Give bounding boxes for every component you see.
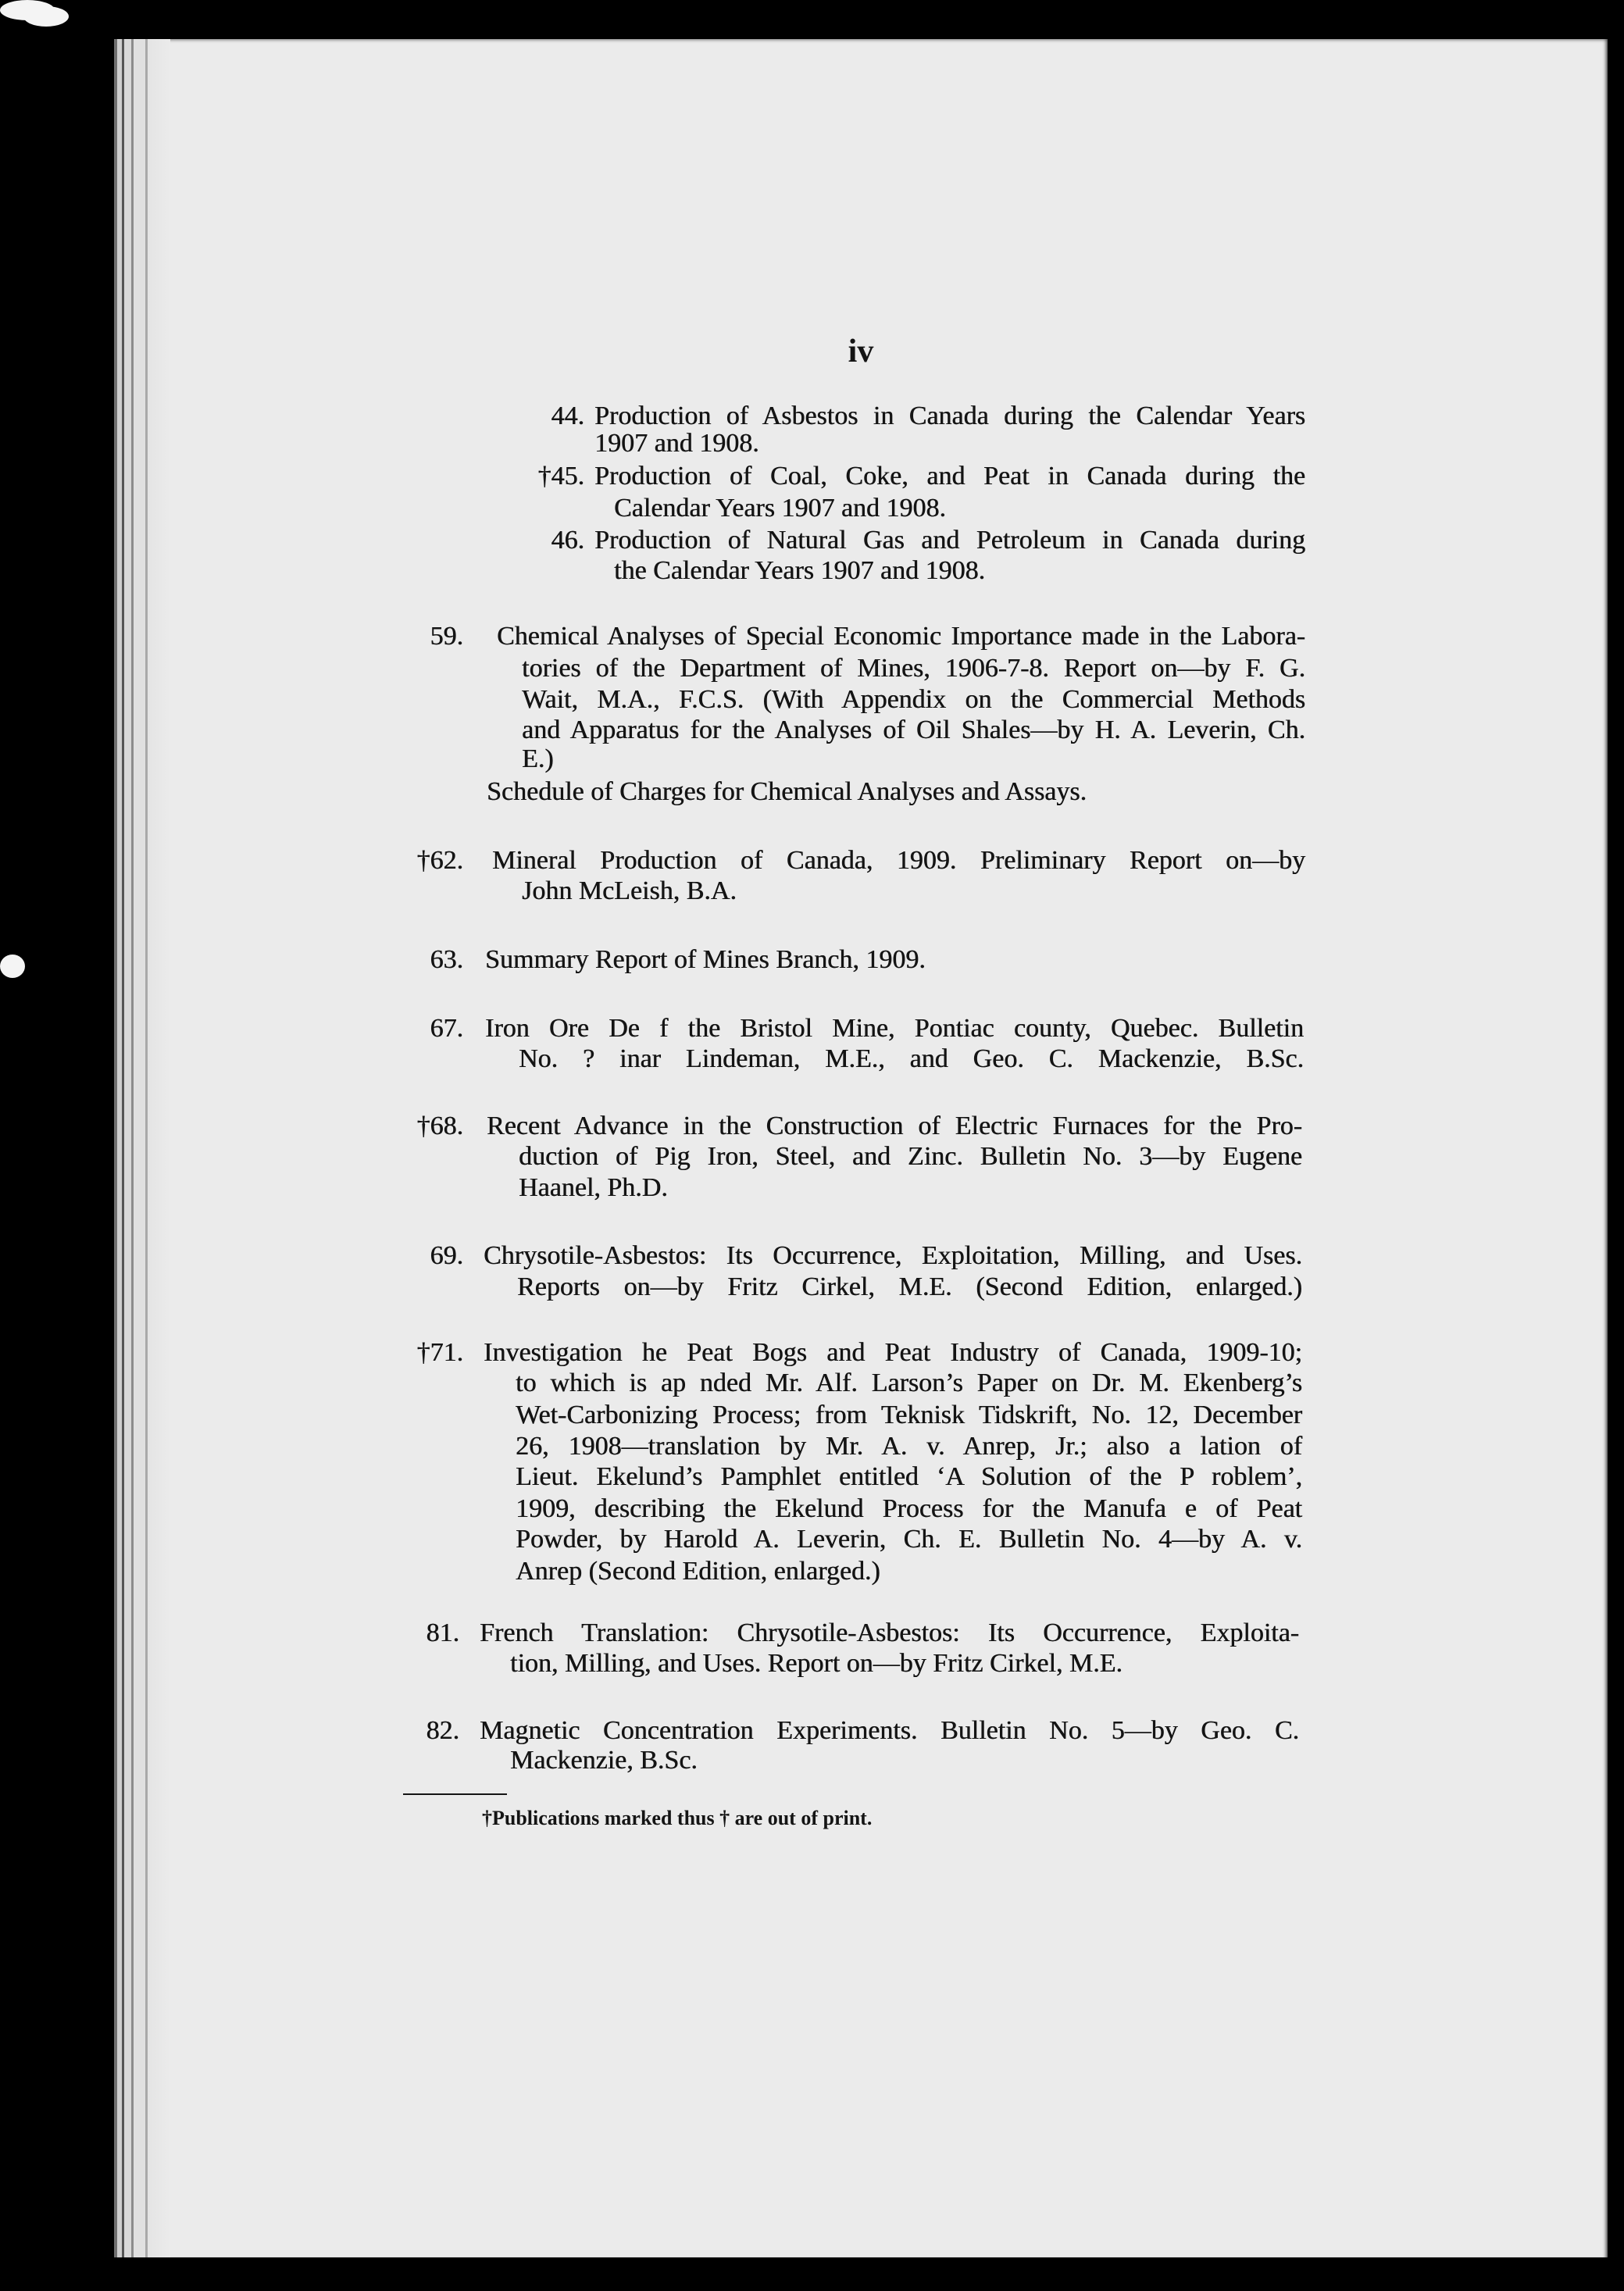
entry-note: Schedule of Charges for Chemical Analyses and Assays. bbox=[487, 777, 1087, 806]
entry-line: Production of Natural Gas and Petroleum in Canada during bbox=[594, 526, 1305, 555]
entry-line: Chemical Analyses of Special Economic Importance made in the Labora- bbox=[497, 622, 1305, 651]
entry-line: Mineral Production of Canada, 1909. Preliminary Report on—by bbox=[492, 846, 1305, 875]
entry-line: Investigation he Peat Bogs and Peat Industry of Canada, 1909-10; bbox=[484, 1338, 1302, 1367]
entry-line: duction of Pig Iron, Steel, and Zinc. Bulletin No. 3—by Eugene bbox=[519, 1142, 1302, 1171]
entry-line: E.) bbox=[522, 744, 554, 773]
entry-line: Wet-Carbonizing Process; from Teknisk Tidskrift, No. 12, December bbox=[516, 1401, 1302, 1429]
entry-line: Lieut. Ekelund’s Pamphlet entitled ‘A Solution of the P roblem’, bbox=[516, 1462, 1302, 1491]
entry-line: Production of Coal, Coke, and Peat in Canada during the bbox=[594, 462, 1305, 491]
entry-number: †62. bbox=[416, 846, 463, 875]
page-number: iv bbox=[848, 334, 874, 369]
entry-number: 67. bbox=[430, 1014, 463, 1043]
entry-line: 26, 1908—translation by Mr. A. v. Anrep, Jr.; also a lation of bbox=[516, 1432, 1302, 1461]
entry-number: 63. bbox=[430, 945, 463, 974]
entry-line: to which is ap nded Mr. Alf. Larson’s Paper on Dr. M. Ekenberg’s bbox=[516, 1369, 1302, 1397]
entry-number: †71. bbox=[416, 1338, 463, 1367]
entry-line: tories of the Department of Mines, 1906-7-8. Report on—by F. G. bbox=[522, 654, 1305, 683]
entry-number: 69. bbox=[430, 1241, 463, 1270]
entry-line: tion, Milling, and Uses. Report on—by Fritz Cirkel, M.E. bbox=[510, 1649, 1123, 1678]
footnote: †Publications marked thus † are out of print. bbox=[482, 1807, 873, 1829]
entry-line: Calendar Years 1907 and 1908. bbox=[614, 494, 946, 523]
entry-line: and Apparatus for the Analyses of Oil Shales—by H. A. Leverin, Ch. bbox=[522, 715, 1305, 744]
entry-line: French Translation: Chrysotile-Asbestos: Its Occurrence, Exploita- bbox=[480, 1618, 1299, 1647]
entry-line: Iron Ore De f the Bristol Mine, Pontiac county, Quebec. Bulletin bbox=[485, 1014, 1304, 1043]
entry-line: Wait, M.A., F.C.S. (With Appendix on the Commercial Methods bbox=[522, 685, 1305, 714]
entry-line: Powder, by Harold A. Leverin, Ch. E. Bulletin No. 4—by A. v. bbox=[516, 1525, 1302, 1554]
entry-line: Chrysotile-Asbestos: Its Occurrence, Exploitation, Milling, and Uses. bbox=[484, 1241, 1302, 1270]
entry-number: 82. bbox=[426, 1716, 459, 1745]
entry-line: the Calendar Years 1907 and 1908. bbox=[614, 556, 985, 585]
entry-line: 1909, describing the Ekelund Process for the Manufa e of Peat bbox=[516, 1494, 1302, 1523]
entry-line: John McLeish, B.A. bbox=[522, 876, 737, 905]
entry-number: †68. bbox=[416, 1112, 463, 1140]
entry-line: Mackenzie, B.Sc. bbox=[510, 1746, 698, 1775]
footnote-rule bbox=[403, 1793, 507, 1795]
entry-line: Reports on—by Fritz Cirkel, M.E. (Second Edition, enlarged.) bbox=[517, 1272, 1302, 1301]
entry-line: Production of Asbestos in Canada during the Calendar Years bbox=[594, 401, 1305, 430]
entry-number: 46. bbox=[551, 526, 584, 555]
entry-line: Recent Advance in the Construction of Electric Furnaces for the Pro- bbox=[487, 1112, 1302, 1140]
entry-line: Magnetic Concentration Experiments. Bulletin No. 5—by Geo. C. bbox=[480, 1716, 1299, 1745]
entry-line: Haanel, Ph.D. bbox=[519, 1173, 668, 1202]
entry-line: 1907 and 1908. bbox=[594, 429, 759, 458]
entry-line: Summary Report of Mines Branch, 1909. bbox=[485, 945, 926, 974]
entry-line: Anrep (Second Edition, enlarged.) bbox=[516, 1557, 880, 1586]
entry-number: †45. bbox=[537, 462, 584, 491]
entry-line: No. ? inar Lindeman, M.E., and Geo. C. Mackenzie, B.Sc. bbox=[519, 1044, 1304, 1073]
entry-number: 44. bbox=[551, 401, 584, 430]
entry-number: 59. bbox=[430, 622, 463, 651]
entry-number: 81. bbox=[426, 1618, 459, 1647]
